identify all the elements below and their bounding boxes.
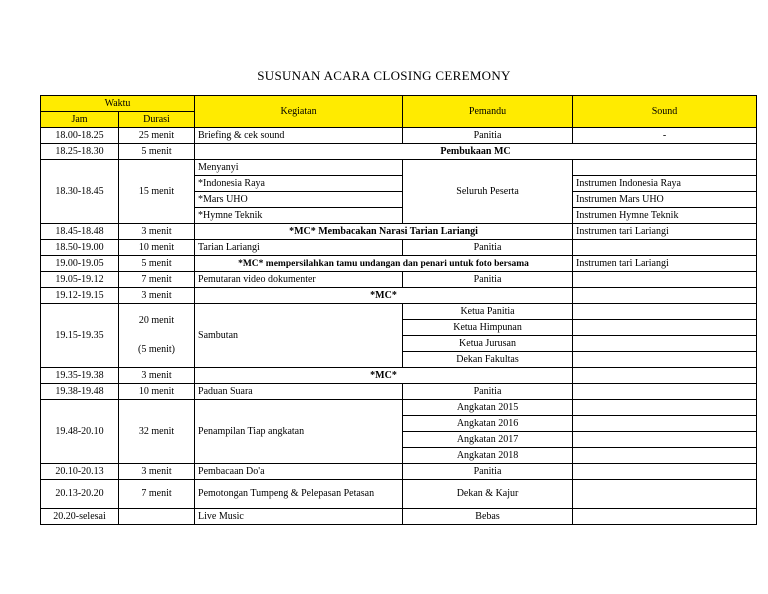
durasi-cell bbox=[119, 509, 195, 525]
durasi-cell: 15 menit bbox=[119, 160, 195, 224]
durasi-main: 20 menit bbox=[138, 315, 175, 326]
header-waktu: Waktu bbox=[41, 96, 195, 112]
jam-cell: 18.45-18.48 bbox=[41, 224, 119, 240]
header-kegiatan: Kegiatan bbox=[195, 96, 403, 128]
sound-cell: Instrumen Mars UHO bbox=[573, 192, 757, 208]
pemandu-cell: Panitia bbox=[403, 272, 573, 288]
header-pemandu: Pemandu bbox=[403, 96, 573, 128]
kegiatan-cell: Briefing & cek sound bbox=[195, 128, 403, 144]
pemandu-cell: Angkatan 2018 bbox=[403, 448, 573, 464]
jam-cell: 19.48-20.10 bbox=[41, 400, 119, 464]
durasi-cell: 10 menit bbox=[119, 240, 195, 256]
pemandu-cell: Angkatan 2017 bbox=[403, 432, 573, 448]
kegiatan-cell: Pemutaran video dokumenter bbox=[195, 272, 403, 288]
durasi-cell bbox=[119, 304, 195, 368]
header-row bbox=[41, 96, 757, 112]
table-row bbox=[41, 256, 757, 272]
table-row bbox=[41, 509, 757, 525]
table-row bbox=[41, 144, 757, 160]
jam-cell: 20.20-selesai bbox=[41, 509, 119, 525]
kegiatan-cell: Sambutan bbox=[195, 304, 403, 368]
table-row bbox=[41, 368, 757, 384]
kegiatan-cell: *MC* mempersilahkan tamu undangan dan penari untuk foto bersama bbox=[195, 256, 573, 272]
sound-cell: Instrumen Hymne Teknik bbox=[573, 208, 757, 224]
header-sound: Sound bbox=[573, 96, 757, 128]
kegiatan-cell: Pembukaan MC bbox=[195, 144, 757, 160]
durasi-cell: 5 menit bbox=[119, 144, 195, 160]
sound-cell bbox=[573, 448, 757, 464]
pemandu-cell: Panitia bbox=[403, 128, 573, 144]
sound-cell: Instrumen Indonesia Raya bbox=[573, 176, 757, 192]
jam-cell: 19.12-19.15 bbox=[41, 288, 119, 304]
table-row bbox=[41, 304, 757, 320]
durasi-sub: (5 menit) bbox=[138, 344, 175, 355]
schedule-table bbox=[40, 95, 757, 525]
sound-cell bbox=[573, 272, 757, 288]
table-row bbox=[41, 400, 757, 416]
pemandu-cell: Panitia bbox=[403, 240, 573, 256]
table-row bbox=[41, 464, 757, 480]
header-jam: Jam bbox=[41, 112, 119, 128]
durasi-cell: 3 menit bbox=[119, 368, 195, 384]
sound-cell bbox=[573, 240, 757, 256]
pemandu-cell: Dekan & Kajur bbox=[403, 480, 573, 509]
jam-cell: 18.50-19.00 bbox=[41, 240, 119, 256]
kegiatan-cell: *Hymne Teknik bbox=[195, 208, 403, 224]
jam-cell: 19.05-19.12 bbox=[41, 272, 119, 288]
durasi-cell: 25 menit bbox=[119, 128, 195, 144]
pemandu-cell: Ketua Jurusan bbox=[403, 336, 573, 352]
jam-cell: 20.13-20.20 bbox=[41, 480, 119, 509]
sound-cell bbox=[573, 288, 757, 304]
pemandu-cell: Dekan Fakultas bbox=[403, 352, 573, 368]
sound-cell bbox=[573, 480, 757, 509]
jam-cell: 18.00-18.25 bbox=[41, 128, 119, 144]
table-row bbox=[41, 272, 757, 288]
kegiatan-cell: *MC* bbox=[195, 368, 573, 384]
jam-cell: 19.38-19.48 bbox=[41, 384, 119, 400]
kegiatan-cell: *MC* bbox=[195, 288, 573, 304]
durasi-cell: 10 menit bbox=[119, 384, 195, 400]
table-row bbox=[41, 480, 757, 509]
sound-cell bbox=[573, 384, 757, 400]
pemandu-cell: Ketua Panitia bbox=[403, 304, 573, 320]
sound-cell: Instrumen tari Lariangi bbox=[573, 256, 757, 272]
sound-cell bbox=[573, 416, 757, 432]
pemandu-cell: Panitia bbox=[403, 464, 573, 480]
durasi-cell: 7 menit bbox=[119, 480, 195, 509]
sound-cell bbox=[573, 160, 757, 176]
sound-cell bbox=[573, 336, 757, 352]
table-row bbox=[41, 240, 757, 256]
jam-cell: 19.00-19.05 bbox=[41, 256, 119, 272]
durasi-cell: 3 menit bbox=[119, 288, 195, 304]
durasi-cell: 7 menit bbox=[119, 272, 195, 288]
kegiatan-cell: *Indonesia Raya bbox=[195, 176, 403, 192]
table-row bbox=[41, 224, 757, 240]
sound-cell: Instrumen tari Lariangi bbox=[573, 224, 757, 240]
pemandu-cell: Angkatan 2016 bbox=[403, 416, 573, 432]
kegiatan-cell: Live Music bbox=[195, 509, 403, 525]
table-row bbox=[41, 160, 757, 176]
sound-cell bbox=[573, 368, 757, 384]
sound-cell bbox=[573, 432, 757, 448]
kegiatan-cell: *MC* Membacakan Narasi Tarian Lariangi bbox=[195, 224, 573, 240]
kegiatan-cell: *Mars UHO bbox=[195, 192, 403, 208]
jam-cell: 18.30-18.45 bbox=[41, 160, 119, 224]
document-title: SUSUNAN ACARA CLOSING CEREMONY bbox=[257, 68, 511, 83]
table-row bbox=[41, 384, 757, 400]
kegiatan-cell: Tarian Lariangi bbox=[195, 240, 403, 256]
header-durasi: Durasi bbox=[119, 112, 195, 128]
sound-cell bbox=[573, 320, 757, 336]
jam-cell: 20.10-20.13 bbox=[41, 464, 119, 480]
sound-cell bbox=[573, 352, 757, 368]
table-row bbox=[41, 288, 757, 304]
jam-cell: 19.35-19.38 bbox=[41, 368, 119, 384]
sound-cell bbox=[573, 304, 757, 320]
sound-cell bbox=[573, 464, 757, 480]
durasi-cell: 32 menit bbox=[119, 400, 195, 464]
pemandu-cell: Seluruh Peserta bbox=[403, 160, 573, 224]
sound-cell bbox=[573, 400, 757, 416]
table-row bbox=[41, 128, 757, 144]
kegiatan-cell: Menyanyi bbox=[195, 160, 403, 176]
jam-cell: 18.25-18.30 bbox=[41, 144, 119, 160]
kegiatan-cell: Penampilan Tiap angkatan bbox=[195, 400, 403, 464]
durasi-cell: 5 menit bbox=[119, 256, 195, 272]
pemandu-cell: Panitia bbox=[403, 384, 573, 400]
sound-cell bbox=[573, 509, 757, 525]
pemandu-cell: Angkatan 2015 bbox=[403, 400, 573, 416]
kegiatan-cell: Pembacaan Do'a bbox=[195, 464, 403, 480]
jam-cell: 19.15-19.35 bbox=[41, 304, 119, 368]
sound-cell: - bbox=[573, 128, 757, 144]
pemandu-cell: Ketua Himpunan bbox=[403, 320, 573, 336]
kegiatan-cell: Pemotongan Tumpeng & Pelepasan Petasan bbox=[195, 480, 403, 509]
pemandu-cell: Bebas bbox=[403, 509, 573, 525]
kegiatan-cell: Paduan Suara bbox=[195, 384, 403, 400]
durasi-cell: 3 menit bbox=[119, 224, 195, 240]
durasi-cell: 3 menit bbox=[119, 464, 195, 480]
